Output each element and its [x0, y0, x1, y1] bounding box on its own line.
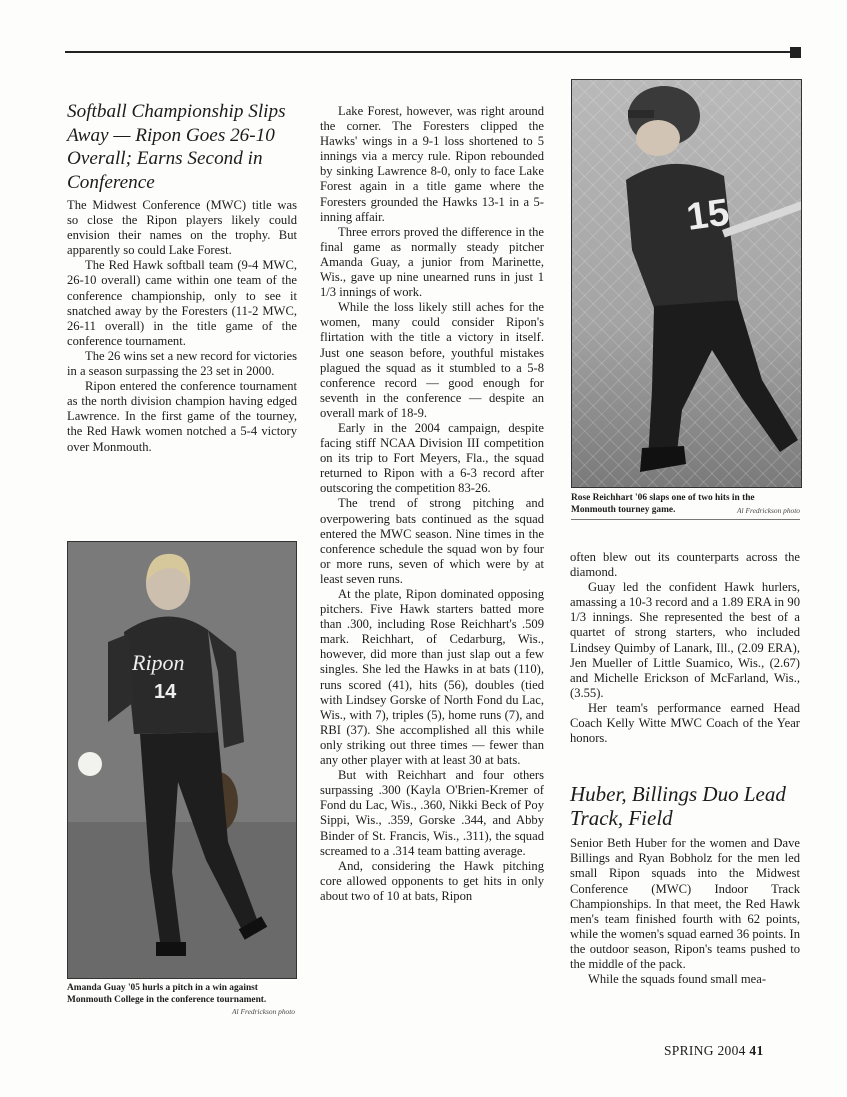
paragraph: Lake Forest, however, was right around the corner. The Foresters clipped the Hawks' wings in a 9-1 loss shortened to 5 innings via a mercy rule. Ripon rebounded by sinking Lawrence 8-0, only to face Lake Forest again in a title game where the Foresters grounded the Hawks 13-1 in a 5-inning affair. — [320, 104, 544, 224]
pitcher-photo — [67, 541, 297, 979]
batter-photo — [571, 79, 802, 488]
jersey-number: 15 — [684, 191, 732, 239]
column-3 — [570, 550, 800, 987]
paragraph: And, considering the Hawk pitching core allowed opponents to get hits in only about two of 10 at bats, Ripon — [320, 858, 544, 903]
paragraph: The Red Hawk softball team (9-4 MWC, 26-10 overall) came within one team of the conference championship, only to see it snatched away by the Foresters (11-2 MWC, 26-11 overall) in the title game of the conference tournament. — [67, 258, 297, 348]
jersey-text: Ripon — [132, 650, 185, 675]
paragraph: But with Reichhart and four others surpassing .300 (Kayla O'Brien-Kremer of Fond du Lac, Wis., .360, Nikki Beck of Poy Sippi, Wis., .359, Gorske .344, and Abby Binder of St. Francis, Wis., .311), the squad screamed to a .314 team batting average. — [320, 768, 544, 858]
paragraph: Ripon entered the conference tournament as the north division champion having edged Lawrence. In the first game of the tourney, the Red Hawk women notched a 5-4 victory over Monmouth. — [67, 379, 297, 454]
issue-label: SPRING 2004 — [664, 1043, 746, 1058]
batter-illustration — [572, 80, 801, 487]
jersey-number: 14 — [154, 681, 177, 703]
paragraph: Early in the 2004 campaign, despite facing stiff NCAA Division III competition on its trip to Fort Meyers, Fla., the squad returned to Ripon with a 6-3 record after outscoring the competition 83-26. — [320, 420, 544, 496]
top-rule-square — [790, 47, 801, 58]
column-2 — [320, 104, 544, 904]
pitcher-illustration — [68, 542, 296, 978]
batter-caption-text: Rose Reichhart '06 slaps one of two hits in the Monmouth tourney game. — [571, 493, 755, 515]
paragraph: The Midwest Conference (MWC) title was so close the Ripon players likely could envision their names on the trophy. But apparently so could Lake Forest. — [67, 198, 297, 258]
pitcher-caption-text: Amanda Guay '05 hurls a pitch in a win against Monmouth College in the conference tournament. — [67, 983, 267, 1005]
paragraph: While the squads found small mea- — [588, 972, 767, 987]
track-headline: Huber, Billings Duo Lead Track, Field — [570, 782, 786, 831]
paragraph: Three errors proved the difference in the final game as normally steady pitcher Amanda Guay, a junior from Marinette, Wis., gave up nine unearned runs in just 1 1/3 innings of work. — [320, 224, 544, 300]
caption-rule — [571, 519, 800, 520]
paragraph: While the loss likely still aches for the women, many could consider Ripon's flirtation with the title a victory in itself. Just one season before, youthful mistakes plagued the squad as it stumbled to a 5-8 conference record — good enough for seventh in the conference — despite an overall mark of 18-9. — [320, 300, 544, 420]
paragraph: The trend of strong pitching and overpowering bats continued as the squad entered the MWC season. Nine times in the conference schedule the squad won by four or more runs, seven of which were by at least seven runs. — [320, 496, 544, 586]
batter-caption — [571, 493, 800, 516]
paragraph: At the plate, Ripon dominated opposing pitchers. Five Hawk starters batted more than .300, including Rose Reichhart's .509 mark. Reichhart, of Cedarburg, Wis., however, did more than just slap out a few singles. She led the Hawks in at bats (110), runs scored (41), hits (56), doubles (tied with Lindsey Gorske of North Fond du Lac, Wis., with 7), triples (5), home runs (7), and RBI (37). She accomplished all this while only striking out three times — fewer than any other player with at least 30 at bats. — [320, 587, 544, 768]
paragraph: Her team's performance earned Head Coach Kelly Witte MWC Coach of the Year honors. — [570, 700, 800, 746]
paragraph: Guay led the confident Hawk hurlers, amassing a 10-3 record and a 1.89 ERA in 90 1/3 innings. She represented the best of a quartet of strong starters, who included Lindsey Quimby of Lanark, Ill., (2.09 ERA), Jen Mueller of Little Suamico, Wis., (2.67) and Michelle Erickson of McFarland, Wis., (3.55). — [570, 580, 800, 700]
paragraph: often blew out its counterparts across the diamond. — [570, 550, 800, 580]
page-footer — [664, 1043, 764, 1059]
top-rule — [65, 51, 791, 53]
page-number: 41 — [749, 1043, 764, 1058]
softball-headline: Softball Championship Slips Away — Ripon Goes 26-10 Overall; Earns Second in Conference — [67, 101, 286, 193]
pitcher-photo-credit: Al Fredrickson photo — [232, 1007, 295, 1016]
pitcher-caption — [67, 983, 295, 1018]
paragraph: Senior Beth Huber for the women and Dave Billings and Ryan Bobholz for the men led small Ripon squads into the Midwest Conference (MWC) Indoor Track Championships. In that meet, the Red Hawk men's team finished fourth with 62 points, while the women's squad earned 36 points. In the outdoor season, Ripon's teams pushed to the middle of the pack. — [570, 836, 800, 971]
paragraph: The 26 wins set a new record for victories in a season surpassing the 23 set in 2000. — [67, 348, 297, 379]
column-1 — [67, 100, 297, 455]
batter-photo-credit: Al Fredrickson photo — [737, 505, 800, 515]
